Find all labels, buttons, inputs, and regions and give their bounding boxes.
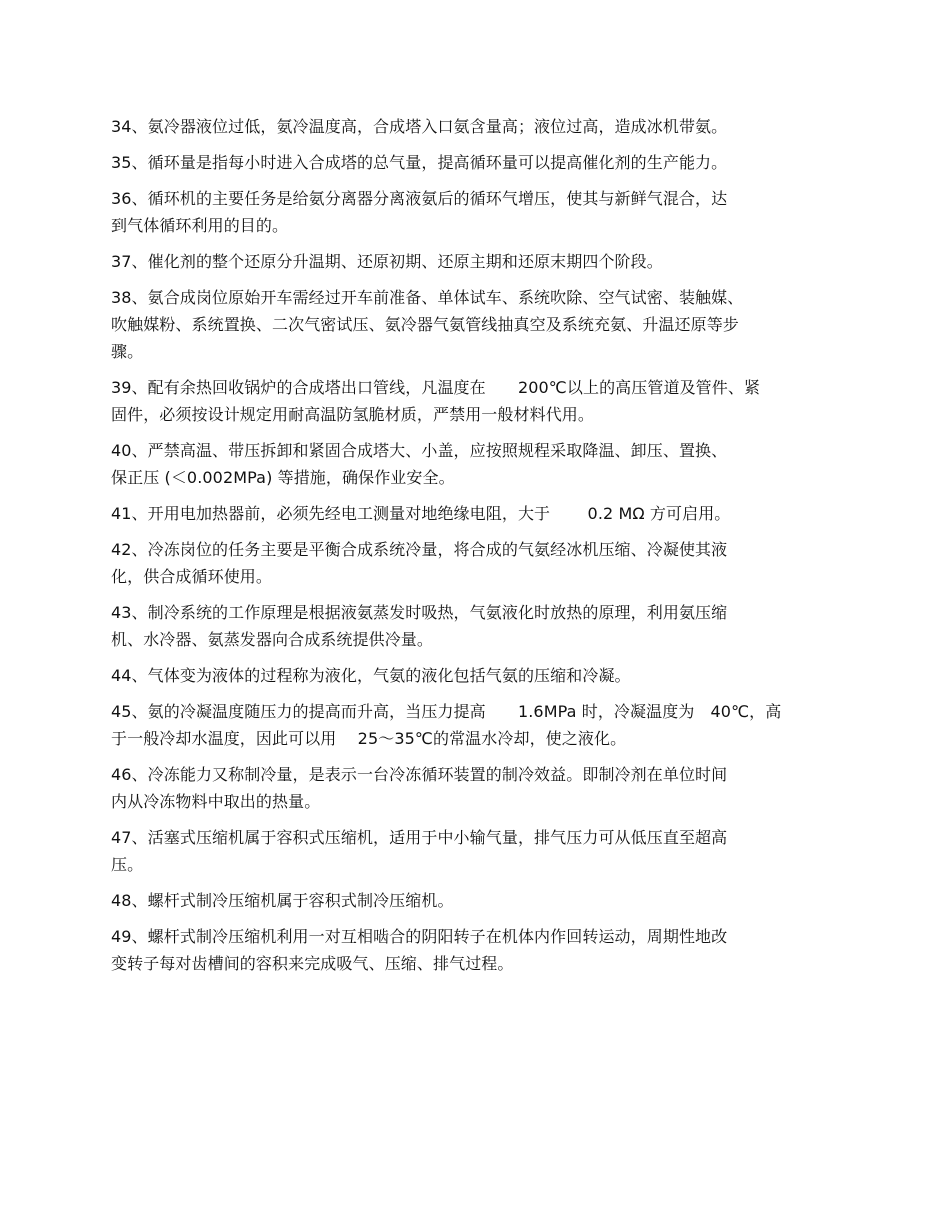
list-item	[111, 536, 831, 590]
text-line: 38、氨合成岗位原始开车需经过开车前准备、单体试车、系统吹除、空气试密、装触媒、	[111, 288, 744, 307]
text-line: 44、气体变为液体的过程称为液化，气氨的液化包括气氨的压缩和冷凝。	[111, 666, 631, 685]
text-line: 保正压 (＜0.002MPa) 等措施，确保作业安全。	[111, 468, 455, 487]
text-line: 固件，必须按设计规定用耐高温防氢脆材质，严禁用一般材料代用。	[111, 405, 595, 424]
list-item	[111, 599, 831, 653]
text-line: 46、冷冻能力又称制冷量，是表示一台冷冻循环装置的制冷效益。即制冷剂在单位时间	[111, 765, 728, 784]
text-line: 到气体循环利用的目的。	[111, 216, 289, 235]
list-item	[111, 923, 831, 977]
list-item	[111, 113, 831, 140]
list-item	[111, 374, 831, 428]
text-line: 42、冷冻岗位的任务主要是平衡合成系统冷量，将合成的气氨经冰机压缩、冷凝使其液	[111, 540, 728, 559]
text-line: 34、氨冷器液位过低，氨冷温度高，合成塔入口氨含量高；液位过高，造成冰机带氨。	[111, 117, 728, 136]
list-item	[111, 662, 831, 689]
text-line: 吹触媒粉、系统置换、二次气密试压、氨冷器气氨管线抽真空及系统充氨、升温还原等步	[111, 315, 739, 334]
list-item	[111, 761, 831, 815]
text-line: 43、制冷系统的工作原理是根据液氨蒸发时吸热，气氨液化时放热的原理，利用氨压缩	[111, 603, 728, 622]
text-line: 40、严禁高温、带压拆卸和紧固合成塔大、小盖，应按照规程采取降温、卸压、置换、	[111, 441, 728, 460]
text-line: 机、水冷器、氨蒸发器向合成系统提供冷量。	[111, 630, 434, 649]
list-item	[111, 698, 831, 752]
text-line: 47、活塞式压缩机属于容积式压缩机，适用于中小输气量，排气压力可从低压直至超高	[111, 828, 728, 847]
list-item	[111, 824, 831, 878]
list-item	[111, 149, 831, 176]
list-item	[111, 185, 831, 239]
text-line: 41、开用电加热器前，必须先经电工测量对地绝缘电阻，大于 0.2 MΩ 方可启用。	[111, 504, 731, 523]
document-body	[111, 113, 831, 986]
text-line: 39、配有余热回收锅炉的合成塔出口管线，凡温度在 200℃以上的高压管道及管件、紧	[111, 378, 761, 397]
text-line: 压。	[111, 855, 144, 874]
text-line: 48、螺杆式制冷压缩机属于容积式制冷压缩机。	[111, 891, 454, 910]
list-item	[111, 500, 831, 527]
text-line: 化，供合成循环使用。	[111, 567, 273, 586]
list-item	[111, 248, 831, 275]
text-line: 于一般冷却水温度，因此可以用 25～35℃的常温水冷却，使之液化。	[111, 729, 627, 748]
list-item	[111, 437, 831, 491]
text-line: 内从冷冻物料中取出的热量。	[111, 792, 321, 811]
text-line: 变转子每对齿槽间的容积来完成吸气、压缩、排气过程。	[111, 954, 514, 973]
text-line: 49、螺杆式制冷压缩机利用一对互相啮合的阴阳转子在机体内作回转运动，周期性地改	[111, 927, 728, 946]
list-item	[111, 887, 831, 914]
text-line: 骤。	[111, 342, 144, 361]
text-line: 35、循环量是指每小时进入合成塔的总气量，提高循环量可以提高催化剂的生产能力。	[111, 153, 728, 172]
text-line: 36、循环机的主要任务是给氨分离器分离液氨后的循环气增压，使其与新鲜气混合，达	[111, 189, 728, 208]
text-line: 45、氨的冷凝温度随压力的提高而升高，当压力提高 1.6MPa 时，冷凝温度为 40℃，高	[111, 702, 782, 721]
list-item	[111, 284, 831, 365]
text-line: 37、催化剂的整个还原分升温期、还原初期、还原主期和还原末期四个阶段。	[111, 252, 663, 271]
